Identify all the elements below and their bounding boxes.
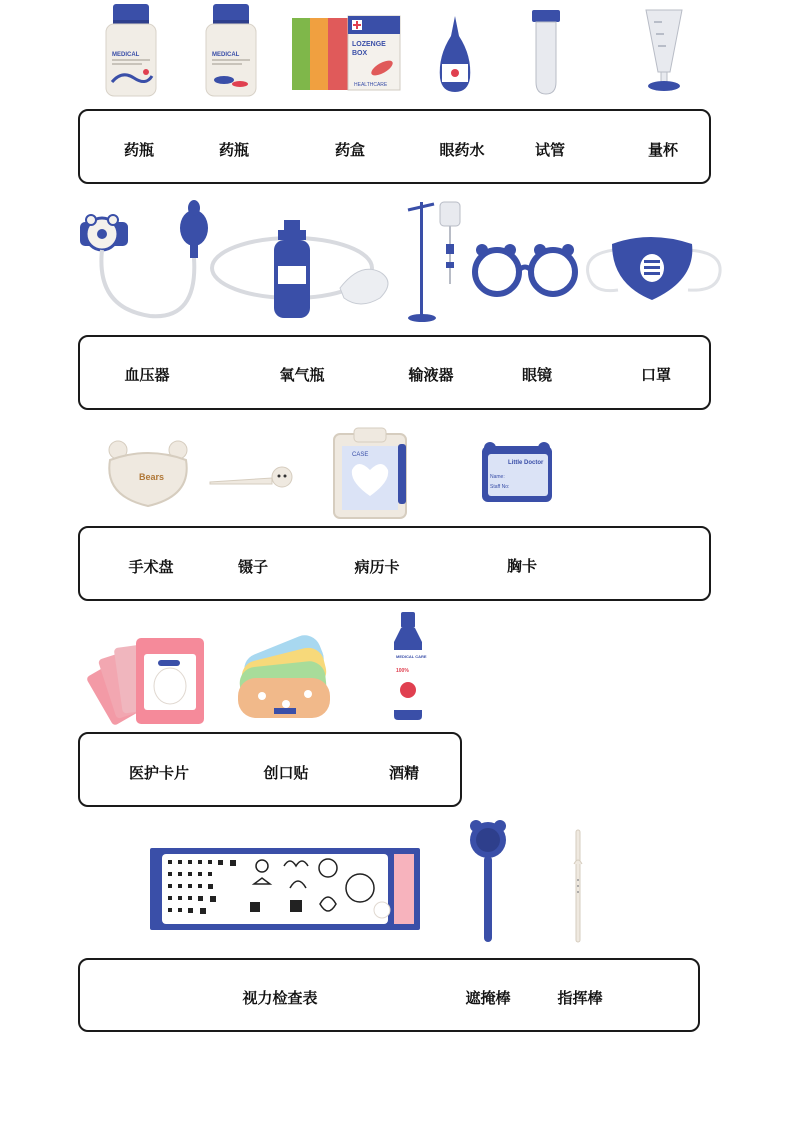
label-eye-drops: 眼药水 bbox=[439, 141, 485, 159]
band-aids bbox=[234, 638, 334, 722]
medical-record-card bbox=[332, 426, 418, 520]
label-band-aids: 创口贴 bbox=[263, 764, 309, 782]
label-blood-pressure-monitor: 血压器 bbox=[124, 366, 170, 384]
eye-chart bbox=[150, 848, 420, 930]
label-mask: 口罩 bbox=[640, 366, 672, 384]
label-box-row-4 bbox=[78, 732, 462, 807]
svg-text:CASE: CASE bbox=[352, 452, 369, 458]
label-glasses: 眼镜 bbox=[521, 366, 553, 384]
eye-drops bbox=[436, 16, 474, 94]
svg-text:Staff No:: Staff No: bbox=[490, 484, 510, 490]
oxygen-bottle bbox=[210, 218, 400, 322]
label-test-tube: 试管 bbox=[534, 141, 566, 159]
svg-text:MEDICAL CARE: MEDICAL CARE bbox=[396, 654, 427, 659]
svg-text:100%: 100% bbox=[396, 668, 409, 674]
label-medicine-bottle-1: 药瓶 bbox=[123, 141, 155, 159]
svg-text:MEDICAL: MEDICAL bbox=[112, 52, 140, 58]
medical-cards bbox=[92, 630, 208, 730]
blood-pressure-monitor bbox=[80, 198, 212, 322]
svg-text:MEDICAL: MEDICAL bbox=[212, 52, 240, 58]
measuring-cup bbox=[644, 8, 684, 92]
label-pointer-stick: 指挥棒 bbox=[557, 989, 603, 1007]
label-medical-record-card: 病历卡 bbox=[354, 558, 400, 576]
mask bbox=[584, 230, 724, 306]
medicine-bottle-1 bbox=[104, 4, 158, 98]
pointer-stick bbox=[568, 830, 588, 946]
label-name-badge: 胸卡 bbox=[506, 557, 538, 575]
name-badge bbox=[480, 440, 554, 506]
svg-text:HEALTHCARE: HEALTHCARE bbox=[354, 82, 388, 88]
label-medicine-box: 药盒 bbox=[334, 141, 366, 159]
svg-text:Bears: Bears bbox=[139, 472, 165, 482]
label-box-row-2 bbox=[78, 335, 711, 410]
lozenge-boxes bbox=[290, 14, 402, 92]
occluder-stick bbox=[468, 818, 508, 946]
label-medicine-bottle-2: 药瓶 bbox=[218, 141, 250, 159]
label-measuring-cup: 量杯 bbox=[647, 141, 679, 159]
label-iv-drip: 输液器 bbox=[408, 366, 454, 384]
label-tweezers: 镊子 bbox=[237, 558, 269, 576]
svg-text:LOZENGE: LOZENGE bbox=[352, 41, 386, 48]
iv-drip-stand bbox=[404, 198, 468, 322]
svg-text:Name:: Name: bbox=[490, 474, 505, 480]
alcohol-bottle bbox=[388, 612, 428, 722]
label-box-row-3 bbox=[78, 526, 711, 601]
label-medical-cards: 医护卡片 bbox=[128, 764, 190, 782]
label-box-row-5 bbox=[78, 958, 700, 1032]
glasses bbox=[470, 242, 580, 300]
surgical-tray bbox=[106, 440, 190, 510]
label-surgical-tray: 手术盘 bbox=[128, 558, 174, 576]
medicine-bottle-2 bbox=[204, 4, 258, 98]
svg-text:BOX: BOX bbox=[352, 50, 368, 57]
label-eye-chart: 视力检查表 bbox=[242, 989, 318, 1007]
svg-text:Little Doctor: Little Doctor bbox=[508, 460, 544, 466]
test-tube bbox=[530, 10, 562, 96]
label-occluder-stick: 遮掩棒 bbox=[465, 989, 511, 1007]
label-alcohol: 酒精 bbox=[388, 764, 420, 782]
label-box-row-1 bbox=[78, 109, 711, 184]
label-oxygen-bottle: 氧气瓶 bbox=[279, 366, 325, 384]
tweezers bbox=[208, 464, 296, 488]
